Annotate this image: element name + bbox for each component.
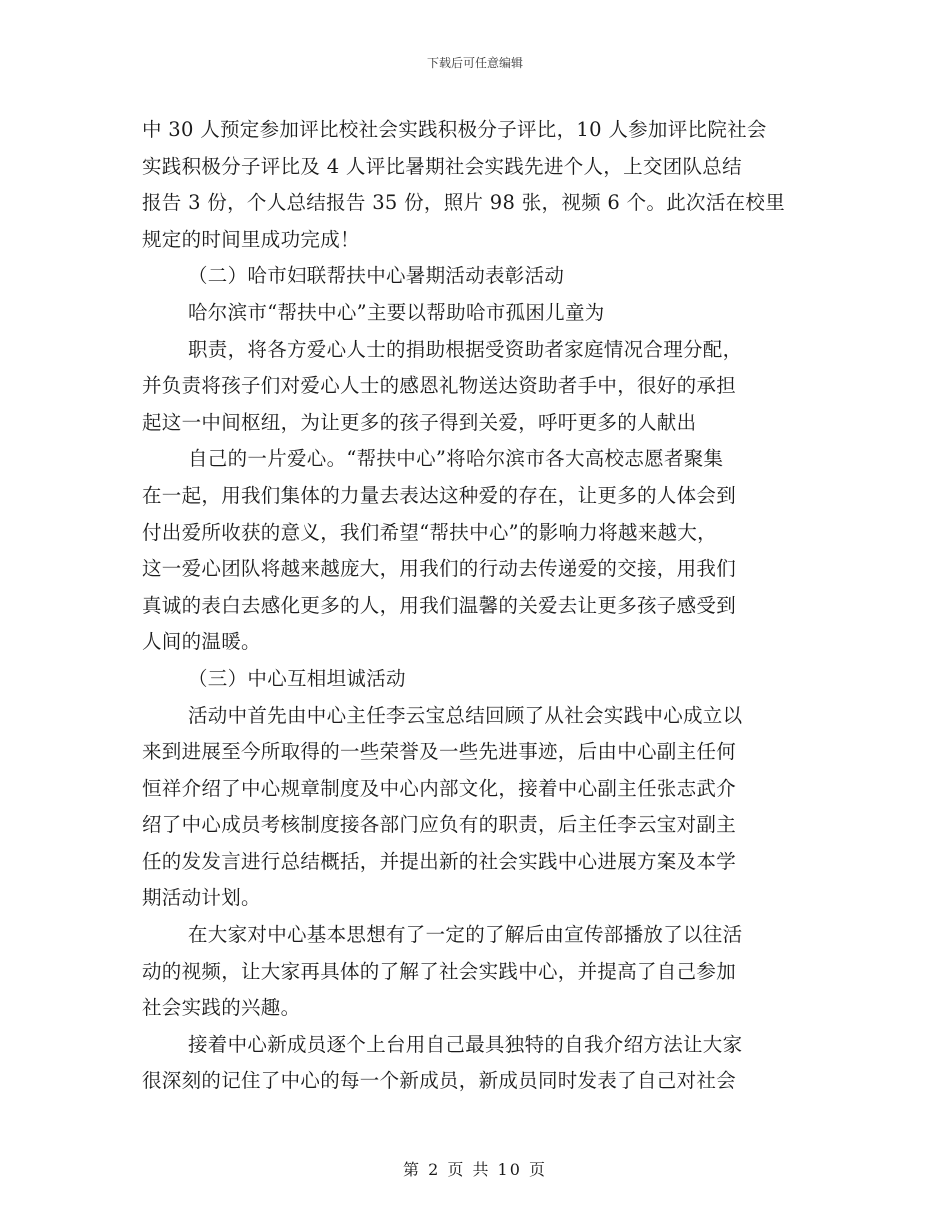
text-line: 中 30 人预定参加评比校社会实践积极分子评比，10 人参加评比院社会 bbox=[142, 118, 767, 141]
text-line: （二）哈市妇联帮扶中心暑期活动表彰活动 bbox=[188, 264, 565, 288]
text-line: 真诚的表白去感化更多的人，用我们温馨的关爱去让更多孩子感受到 bbox=[142, 593, 737, 617]
text-line: 任的发发言进行总结概括，并提出新的社会实践中心进展方案及本学 bbox=[142, 849, 737, 873]
text-line: 来到进展至今所取得的一些荣誉及一些先进事迹，后由中心副主任何 bbox=[142, 740, 737, 764]
text-line: 报告 3 份，个人总结报告 35 份，照片 98 张，视频 6 个。此次活在校里 bbox=[142, 191, 786, 215]
text-line: 活动中首先由中心主任李云宝总结回顾了从社会实践中心成立以 bbox=[188, 703, 743, 727]
text-line: （三）中心互相坦诚活动 bbox=[188, 666, 406, 690]
text-line: 付出爱所收获的意义，我们希望“帮扶中心”的影响力将越来越大， bbox=[142, 520, 717, 544]
text-line: 在大家对中心基本思想有了一定的了解后由宣传部播放了以往活 bbox=[188, 923, 743, 947]
text-line: 实践积极分子评比及 4 人评比暑期社会实践先进个人，上交团队总结 bbox=[142, 154, 742, 178]
text-line: 期活动计划。 bbox=[142, 886, 261, 910]
text-line: 恒祥介绍了中心规章制度及中心内部文化，接着中心副主任张志武介 bbox=[142, 776, 737, 800]
text-line: 绍了中心成员考核制度接各部门应负有的职责，后主任李云宝对副主 bbox=[142, 813, 737, 837]
page-footer: 第 2 页 共 10 页 bbox=[403, 1160, 547, 1179]
text-line: 接着中心新成员逐个上台用自己最具独特的自我介绍方法让大家 bbox=[188, 1032, 743, 1056]
text-line: 人间的温暖。 bbox=[142, 630, 261, 654]
text-line: 起这一中间枢纽，为让更多的孩子得到关爱，呼吁更多的人献出 bbox=[142, 410, 697, 434]
text-line: 哈尔滨市“帮扶中心”主要以帮助哈市孤困儿童为 bbox=[188, 300, 605, 324]
text-line: 这一爱心团队将越来越庞大，用我们的行动去传递爱的交接，用我们 bbox=[142, 557, 737, 581]
text-line: 自己的一片爱心。“帮扶中心”将哈尔滨市各大高校志愿者聚集 bbox=[188, 447, 724, 471]
text-line: 社会实践的兴趣。 bbox=[142, 996, 301, 1020]
text-line: 很深刻的记住了中心的每一个新成员，新成员同时发表了自己对社会 bbox=[142, 1069, 737, 1093]
text-line: 规定的时间里成功完成！ bbox=[142, 227, 360, 251]
page-header: 下载后可任意编辑 bbox=[426, 56, 523, 70]
text-line: 职责，将各方爱心人士的捐助根据受资助者家庭情况合理分配， bbox=[188, 337, 743, 361]
text-line: 并负责将孩子们对爱心人士的感恩礼物送达资助者手中，很好的承担 bbox=[142, 374, 737, 398]
document-body bbox=[142, 112, 814, 1100]
text-line: 动的视频，让大家再具体的了解了社会实践中心，并提高了自己参加 bbox=[142, 959, 737, 983]
text-line: 在一起，用我们集体的力量去表达这种爱的存在，让更多的人体会到 bbox=[142, 483, 737, 507]
